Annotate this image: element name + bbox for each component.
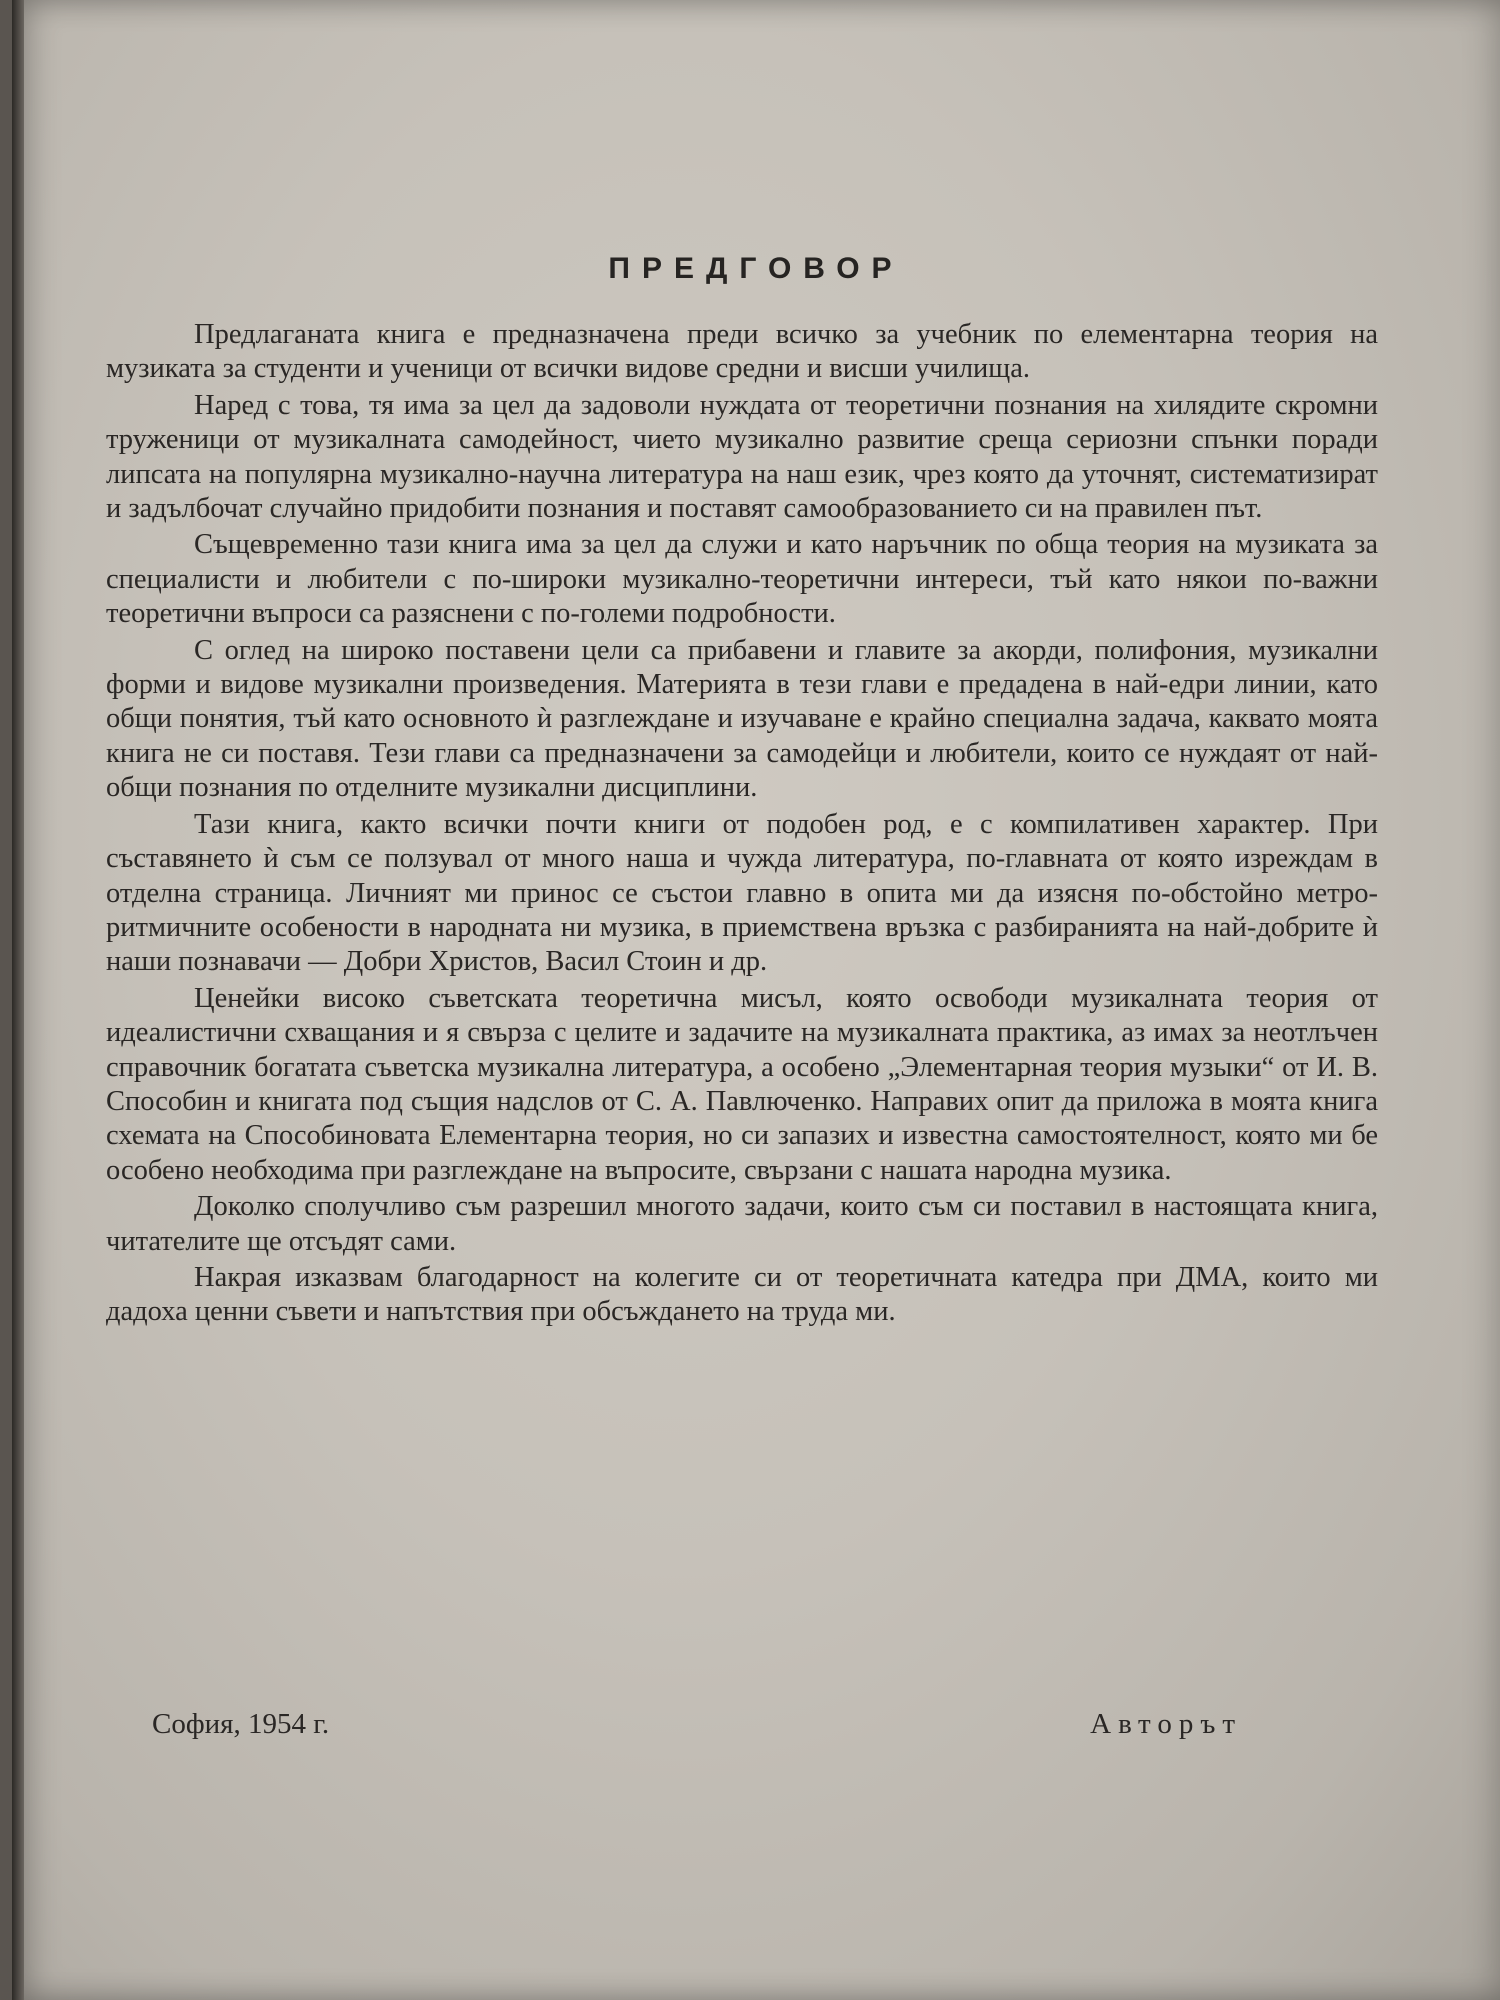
paragraph-5: Тази книга, както всички почти книги от подобен род, е с компилативен характер. При съставянето ѝ съм се ползувал от много наша и чужда литература, по-главната от която изреждам в отделна страница. Личният ми принос се състои главно в опита ми да изясня по-обстойно метро-ритмичните особености в народната ни музика, в приемствена връзка с разбиранията на най-добрите ѝ наши познавачи — Добри Христов, Васил Стоин и др. bbox=[106, 808, 1378, 978]
paragraph-1: Предлаганата книга е предназначена преди всичко за учебник по елементарна теория на музиката за студенти и ученици от всички видове средни и висши училища. bbox=[106, 319, 1378, 385]
paragraph-2: Наред с това, тя има за цел да задоволи нуждата от теоретични познания на хилядите скромни труженици от музикалната самодейност, чието музикално развитие среща сериозни спънки поради липсата на популярна музикално-научна литература на наш език, чрез която да уточнят, систематизират и задълбочат случайно придобити познания и поставят самообразованието си на правилен път. bbox=[106, 389, 1378, 525]
page-title: ПРЕДГОВОР bbox=[608, 252, 904, 285]
preface-body bbox=[106, 318, 1378, 1332]
signoff bbox=[152, 1708, 1242, 1741]
paragraph-6: Ценейки високо съветската теоретична мисъл, която освободи музикалната теория от идеалистични схващания и я свърза с целите и задачите на музикалната практика, аз имах за неотлъчен справочник богатата съветска музикална литература, а особено „Элементарная теория музыки“ от И. В. Способин и книгата под същия надслов от С. А. Павлюченко. Направих опит да приложа в моята книга схемата на Способиновата Елементарна теория, но си запазих и известна самостоятелност, която ми бе особено необходима при разглеждане на въпросите, свързани с нашата народна музика. bbox=[106, 982, 1378, 1186]
place-date: София, 1954 г. bbox=[152, 1708, 330, 1740]
book-page bbox=[12, 0, 1500, 2000]
paragraph-3: Същевременно тази книга има за цел да служи и като наръчник по обща теория на музиката за специалисти и любители с по-широки музикално-теоретични интереси, тъй като някои по-важни теоретични въпроси са разяснени с по-големи подробности. bbox=[106, 529, 1378, 630]
author-signature: Авторът bbox=[1090, 1708, 1242, 1740]
paragraph-8: Накрая изказвам благодарност на колегите си от теоретичната катедра при ДМА, които ми дадоха ценни съвети и напътствия при обсъждането на труда ми. bbox=[106, 1261, 1378, 1328]
paragraph-4: С оглед на широко поставени цели са прибавени и главите за акорди, полифония, музикални форми и видове музикални произведения. Материята в тези глави е предадена в най-едри линии, като общи понятия, тъй като основното ѝ разглеждане и изучаване е крайно специална задача, каквато моята книга не си поставя. Тези глави са предназначени за самодейци и любители, които се нуждаят от най-общи познания по отделните музикални дисциплини. bbox=[106, 634, 1378, 804]
paragraph-7: Доколко сполучливо съм разрешил многото задачи, които съм си поставил в настоящата книга, читателите ще отсъдят сами. bbox=[106, 1191, 1378, 1257]
page-edge-shadow bbox=[12, 0, 24, 2000]
